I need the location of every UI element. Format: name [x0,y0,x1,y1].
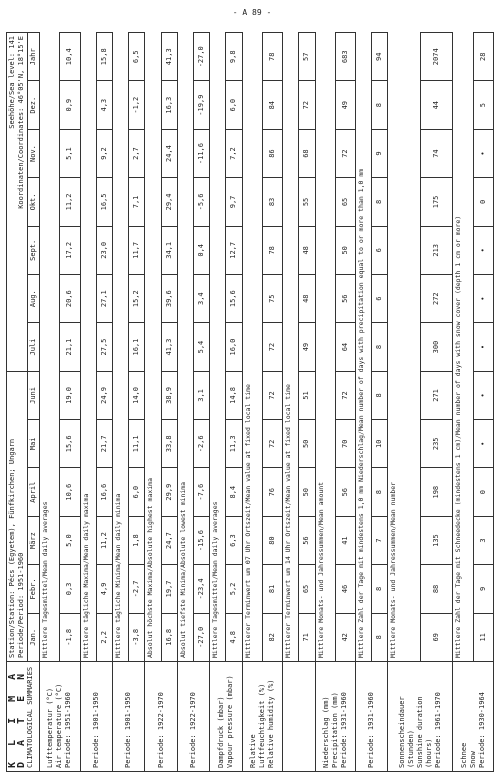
value-cell: 27,5 [96,323,112,371]
table-row [193,33,209,772]
value-cell: 9 [473,565,493,613]
value-cell: • [473,420,493,468]
value-cell: 33,8 [161,420,177,468]
table-row [161,33,177,772]
value-cell: 15,2 [129,275,145,323]
row-label: Periode: 1901-1950 [80,662,112,772]
value-cell: 41,3 [161,323,177,371]
month-header-row [28,33,40,772]
station-line: Station/Station: Pécs (Egyetem), Fünfkirchen; Ungarn [8,438,16,658]
value-cell: 10,4 [60,33,80,82]
value-cell: 72 [262,371,282,419]
value-cell: 7,2 [226,129,242,177]
row-description: Mittlere Tagesmittel/Mean daily averages [40,33,60,662]
row-description: Absolut höchste Maxima/Absolute highest maxima [145,33,161,662]
value-cell: 14,8 [226,371,242,419]
value-cell: 75 [262,275,282,323]
value-cell: 78 [262,226,282,274]
row-description: Mittlerer Terminwert um 14 Uhr Ortszeit/Mean value at fixed local time [283,33,299,662]
value-cell: 5 [473,81,493,129]
value-cell: 0 [473,468,493,516]
month-header: April [28,468,40,516]
value-cell: 28 [473,33,493,82]
value-cell: 213 [420,226,452,274]
value-cell: 8 [372,468,388,516]
value-cell: 50 [299,420,315,468]
value-cell: 11,2 [96,516,112,564]
value-cell: 6,0 [226,81,242,129]
value-cell: 48 [299,226,315,274]
row-description: Mittlere tägliche Maxima/Mean daily maxima [80,33,96,662]
value-cell: 42 [335,613,355,661]
value-cell: 8 [372,81,388,129]
value-cell: 7,1 [129,178,145,226]
value-cell: 70 [335,420,355,468]
value-cell: 0 [473,178,493,226]
value-cell: -11,6 [193,129,209,177]
value-cell: 8 [372,371,388,419]
value-cell: 135 [420,516,452,564]
value-cell: 9,7 [226,178,242,226]
value-cell: 44 [420,81,452,129]
row-description: Mittlere Tagesmittel/Mean daily averages [210,33,226,662]
value-cell: 21,7 [96,420,112,468]
row-description: Mittlere Zahl der Tage mit Schneedecke (mindestens 1 cm)/Mean number of days with snow cover (depth 1 cm or more) [453,33,473,662]
row-label: Periode: 1922-1970 [177,662,209,772]
value-cell: 19,7 [161,565,177,613]
value-cell: 72 [299,81,315,129]
value-cell: 15,6 [60,420,80,468]
sea-level: Seehöhe/Sea level: 141 [8,36,16,129]
value-cell: 15,8 [96,33,112,82]
value-cell: 78 [262,33,282,82]
row-label: Relative Luftfeuchtigkeit (%) Relative humidity (%) [242,662,283,772]
row-label: Sonnenscheindauer (Stunden) Sunshine duration (hours) Periode: 1961-1970 [388,662,453,772]
value-cell: 4,3 [96,81,112,129]
value-cell: 88 [420,565,452,613]
month-header: Aug. [28,275,40,323]
row-label: Periode: 1931-1960 [356,662,388,772]
value-cell: 24,4 [161,129,177,177]
value-cell: 57 [299,33,315,82]
title: K L I M A D A T E N [7,668,27,768]
table-row [299,33,315,772]
month-header: Nov. [28,129,40,177]
month-header: Jahr [28,33,40,82]
value-cell: 69 [420,613,452,661]
value-cell: • [473,226,493,274]
value-cell: 16,0 [226,323,242,371]
value-cell: 9,8 [226,33,242,82]
row-description: Mittlerer Terminwert um 07 Uhr Ortszeit/Mean value at fixed local time [242,33,262,662]
value-cell: 4,8 [226,613,242,661]
month-header: Sept. [28,226,40,274]
value-cell: 49 [335,81,355,129]
row-label: Lufttemperatur (°C) Air temperature (°C) Periode: 1951-1960 [40,662,81,772]
value-cell: 29,4 [161,178,177,226]
month-header: März [28,516,40,564]
month-header: Mai [28,420,40,468]
value-cell: 8 [372,613,388,661]
coordinates: Koordinaten/Coordinates: 46°05'N, 18°15'E [17,36,25,209]
climate-table-rotated [6,32,494,772]
value-cell: 16,5 [96,178,112,226]
value-cell: 8 [372,323,388,371]
value-cell: 8 [372,178,388,226]
value-cell: -2,6 [193,420,209,468]
row-description: Mittlere Monats- und Jahressummen/Mean amount [315,33,335,662]
value-cell: 0,4 [193,226,209,274]
subtitle: CLIMATOLOGICAL SUMMARIES [26,666,34,768]
value-cell: 46 [335,565,355,613]
row-label: Periode: 1901-1950 [112,662,144,772]
value-cell: -5,6 [193,178,209,226]
value-cell: 68 [299,129,315,177]
value-cell: 23,0 [96,226,112,274]
value-cell: 72 [335,371,355,419]
row-label: Dampfdruck (mbar) Vapour pressure (mbar) [210,662,242,772]
table-row [129,33,145,772]
row-description: Mittlere tägliche Minima/Mean daily minima [112,33,128,662]
period-line: Periode/Period: 1951-1960 [17,552,25,658]
value-cell: 29,9 [161,468,177,516]
value-cell: 6,5 [129,33,145,82]
value-cell: • [473,275,493,323]
climate-table [6,32,494,772]
month-header: Dez. [28,81,40,129]
value-cell: 72 [262,323,282,371]
value-cell: 11,7 [129,226,145,274]
value-cell: 1,8 [129,516,145,564]
table-row [96,33,112,772]
month-header: Febr. [28,565,40,613]
value-cell: 38,9 [161,371,177,419]
value-cell: • [473,129,493,177]
value-cell: 16,6 [96,468,112,516]
value-cell: 272 [420,275,452,323]
value-cell: 64 [335,323,355,371]
value-cell: 41,3 [161,33,177,82]
value-cell: 65 [299,565,315,613]
row-label: Schnee Snow Periode: 1930-1964 [453,662,494,772]
value-cell: 19,0 [60,371,80,419]
value-cell: -23,4 [193,565,209,613]
month-header: Jan. [28,613,40,661]
value-cell: 16,1 [129,323,145,371]
value-cell: 16,8 [161,613,177,661]
value-cell: -27,0 [193,613,209,661]
value-cell: 9 [372,129,388,177]
table-row [473,33,493,772]
value-cell: 56 [299,516,315,564]
value-cell: 11 [473,613,493,661]
value-cell: 2074 [420,33,452,82]
page-number: - A 89 - [232,8,272,17]
value-cell: 11,3 [226,420,242,468]
table-row [335,33,355,772]
value-cell: 80 [262,516,282,564]
value-cell: 235 [420,420,452,468]
value-cell: -19,9 [193,81,209,129]
value-cell: -2,7 [129,565,145,613]
value-cell: 3 [473,516,493,564]
table-row [60,33,80,772]
value-cell: 24,7 [161,516,177,564]
row-label [283,662,315,772]
value-cell: 5,2 [226,565,242,613]
value-cell: 8,4 [226,468,242,516]
table-row [372,33,388,772]
value-cell: 56 [335,275,355,323]
value-cell: 34,1 [161,226,177,274]
value-cell: 81 [262,565,282,613]
value-cell: 82 [262,613,282,661]
value-cell: 5,1 [60,129,80,177]
value-cell: 21,1 [60,323,80,371]
value-cell: 10,6 [60,468,80,516]
value-cell: 3,1 [193,371,209,419]
value-cell: 6 [372,226,388,274]
value-cell: 14,0 [129,371,145,419]
value-cell: 5,4 [193,323,209,371]
value-cell: 6 [372,275,388,323]
value-cell: -15,6 [193,516,209,564]
value-cell: 86 [262,129,282,177]
value-cell: 50 [299,468,315,516]
value-cell: 72 [335,129,355,177]
value-cell: 39,6 [161,275,177,323]
row-description: Mittlere Zahl der Tage mit mindestens 1,0 mm Niederschlag/Mean number of days with precipitation equal to or more than 1,0 mm [356,33,372,662]
value-cell: -7,6 [193,468,209,516]
value-cell: 2,2 [96,613,112,661]
value-cell: 6,3 [226,516,242,564]
value-cell: 49 [299,323,315,371]
value-cell: 6,0 [129,468,145,516]
value-cell: 24,9 [96,371,112,419]
value-cell: 51 [299,371,315,419]
row-description: Absolut tiefste Minima/Absolute lowest minima [177,33,193,662]
value-cell: 7 [372,516,388,564]
value-cell: 84 [262,81,282,129]
value-cell: -27,0 [193,33,209,82]
value-cell: 175 [420,178,452,226]
value-cell: 94 [372,33,388,82]
table-body [40,33,494,772]
row-label: Niederschlag (mm) Precipitation (mm) Periode: 1931-1960 [315,662,356,772]
value-cell: -3,8 [129,613,145,661]
value-cell: 74 [420,129,452,177]
row-label: Periode: 1922-1970 [145,662,177,772]
row-description: Mittlere Monats- und Jahressummen/Mean number [388,33,420,662]
month-header: Okt. [28,178,40,226]
value-cell: 50 [335,226,355,274]
value-cell: 11,2 [60,178,80,226]
month-header: Juli [28,323,40,371]
value-cell: 4,9 [96,565,112,613]
value-cell: 27,1 [96,275,112,323]
value-cell: 65 [335,178,355,226]
value-cell: 3,4 [193,275,209,323]
value-cell: • [473,371,493,419]
value-cell: 72 [262,420,282,468]
value-cell: 2,7 [129,129,145,177]
value-cell: 41 [335,516,355,564]
value-cell: 48 [299,275,315,323]
value-cell: • [473,323,493,371]
table-row [262,33,282,772]
value-cell: 56 [335,468,355,516]
value-cell: 12,7 [226,226,242,274]
value-cell: 17,2 [60,226,80,274]
table-row [226,33,242,772]
value-cell: 198 [420,468,452,516]
value-cell: -1,8 [60,613,80,661]
value-cell: 76 [262,468,282,516]
month-header: Juni [28,371,40,419]
table-row [420,33,452,772]
value-cell: 5,0 [60,516,80,564]
value-cell: 11,1 [129,420,145,468]
value-cell: 71 [299,613,315,661]
value-cell: 16,3 [161,81,177,129]
value-cell: 10 [372,420,388,468]
value-cell: 0,9 [60,81,80,129]
value-cell: -1,2 [129,81,145,129]
value-cell: 271 [420,371,452,419]
value-cell: 300 [420,323,452,371]
value-cell: 83 [262,178,282,226]
value-cell: 8 [372,565,388,613]
value-cell: 20,6 [60,275,80,323]
value-cell: 55 [299,178,315,226]
value-cell: 15,6 [226,275,242,323]
value-cell: 0,3 [60,565,80,613]
value-cell: 683 [335,33,355,82]
value-cell: 9,2 [96,129,112,177]
